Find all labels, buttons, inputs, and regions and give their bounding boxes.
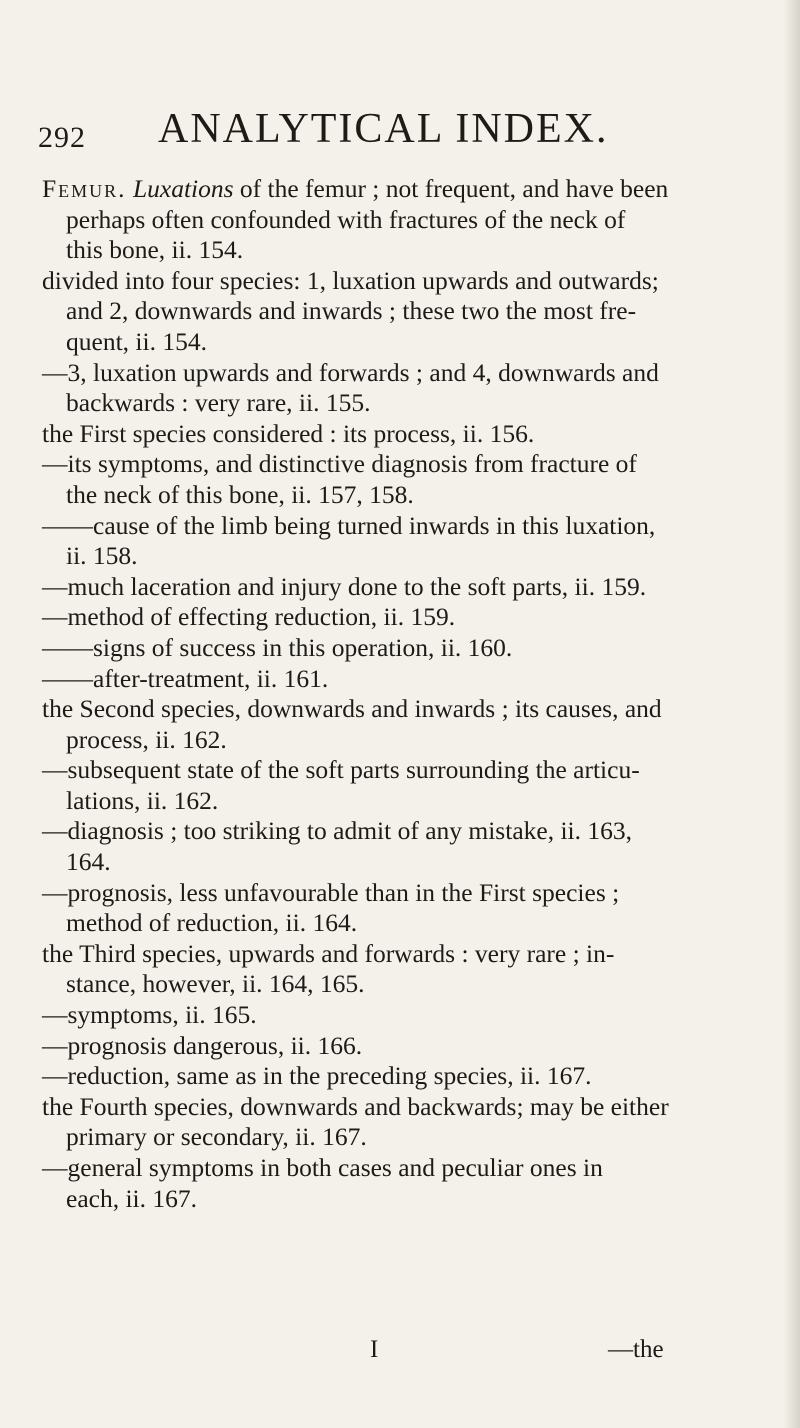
entry-continuation-line: each, ii. 167. — [66, 1183, 197, 1213]
index-entry — [42, 449, 762, 510]
page-number: 292 — [38, 121, 86, 154]
entry-continuation-line: lations, ii. 162. — [66, 785, 219, 815]
index-entry — [42, 174, 762, 266]
index-entry — [42, 664, 762, 695]
entry-line: —diagnosis ; too striking to admit of any mistake, ii. 163, — [42, 816, 632, 846]
entry-continuation-line: perhaps often confounded with fractures of the neck of — [66, 204, 626, 234]
index-entry — [42, 755, 762, 816]
entry-line: —general symptoms in both cases and peculiar ones in — [42, 1153, 603, 1182]
entry-line: divided into four species: 1, luxation upwards and outwards; — [42, 265, 659, 295]
index-entry — [42, 816, 762, 877]
entry-continuation-line: method of reduction, ii. 164. — [66, 908, 358, 938]
entry-line: the Third species, upwards and forwards : very rare ; in- — [42, 938, 615, 968]
entry-line: —much laceration and injury done to the soft parts, ii. 159. — [42, 571, 647, 601]
entry-line: —method of effecting reduction, ii. 159. — [42, 602, 456, 632]
index-entry — [42, 1061, 762, 1092]
entry-continuation-line: the neck of this bone, ii. 157, 158. — [66, 479, 414, 509]
entry-continuation-line: primary or secondary, ii. 167. — [66, 1122, 367, 1152]
index-entry — [42, 1153, 762, 1214]
index-entry — [42, 939, 762, 1000]
entry-continuation-line: quent, ii. 154. — [66, 326, 207, 356]
index-entry — [42, 878, 762, 939]
entry-line: —reduction, same as in the preceding species, ii. 167. — [42, 1061, 592, 1091]
entry-continuation-line: stance, however, ii. 164, 165. — [66, 969, 365, 999]
page-footer — [0, 1336, 800, 1370]
entry-line: ——after-treatment, ii. 161. — [42, 663, 329, 693]
index-entry — [42, 358, 762, 419]
index-entries — [42, 174, 762, 1214]
index-entry — [42, 633, 762, 664]
index-entry — [42, 1031, 762, 1062]
entry-line: the Second species, downwards and inwards ; its causes, and — [42, 694, 662, 724]
entry-line: —prognosis dangerous, ii. 166. — [42, 1030, 363, 1060]
entry-line: —its symptoms, and distinctive diagnosis from fracture of — [42, 449, 637, 479]
index-entry — [42, 694, 762, 755]
entry-continuation-line: ii. 158. — [66, 541, 138, 571]
index-entry — [42, 602, 762, 633]
signature-mark: I — [370, 1336, 379, 1363]
entry-line: Femur. Luxations of the femur ; not frequent, and have been — [42, 174, 669, 203]
entry-line: the First species considered : its process, ii. 156. — [42, 418, 535, 448]
entry-line: —subsequent state of the soft parts surrounding the articu- — [42, 755, 640, 785]
index-entry — [42, 511, 762, 572]
index-entry — [42, 1092, 762, 1153]
entry-line: —symptoms, ii. 165. — [42, 1000, 257, 1030]
entry-continuation-line: backwards : very rare, ii. 155. — [66, 388, 371, 418]
running-title: ANALYTICAL INDEX. — [158, 106, 609, 152]
entry-continuation-line: this bone, ii. 154. — [66, 235, 244, 265]
index-entry — [42, 266, 762, 358]
index-entry — [42, 419, 762, 450]
entry-line: the Fourth species, downwards and backwards; may be either — [42, 1091, 669, 1121]
entry-continuation-line: and 2, downwards and inwards ; these two the most fre- — [66, 296, 637, 326]
running-header — [38, 105, 760, 165]
catchword: —the — [608, 1336, 664, 1363]
page-edge-shadow — [784, 0, 800, 1428]
index-entry — [42, 572, 762, 603]
entry-continuation-line: 164. — [66, 847, 111, 877]
index-entry — [42, 1000, 762, 1031]
entry-line: ——signs of success in this operation, ii. 160. — [42, 632, 513, 662]
entry-continuation-line: process, ii. 162. — [66, 724, 227, 754]
entry-line: —prognosis, less unfavourable than in the First species ; — [42, 877, 620, 907]
entry-line: ——cause of the limb being turned inwards in this luxation, — [42, 510, 656, 540]
entry-line: —3, luxation upwards and forwards ; and 4, downwards and — [42, 357, 659, 387]
